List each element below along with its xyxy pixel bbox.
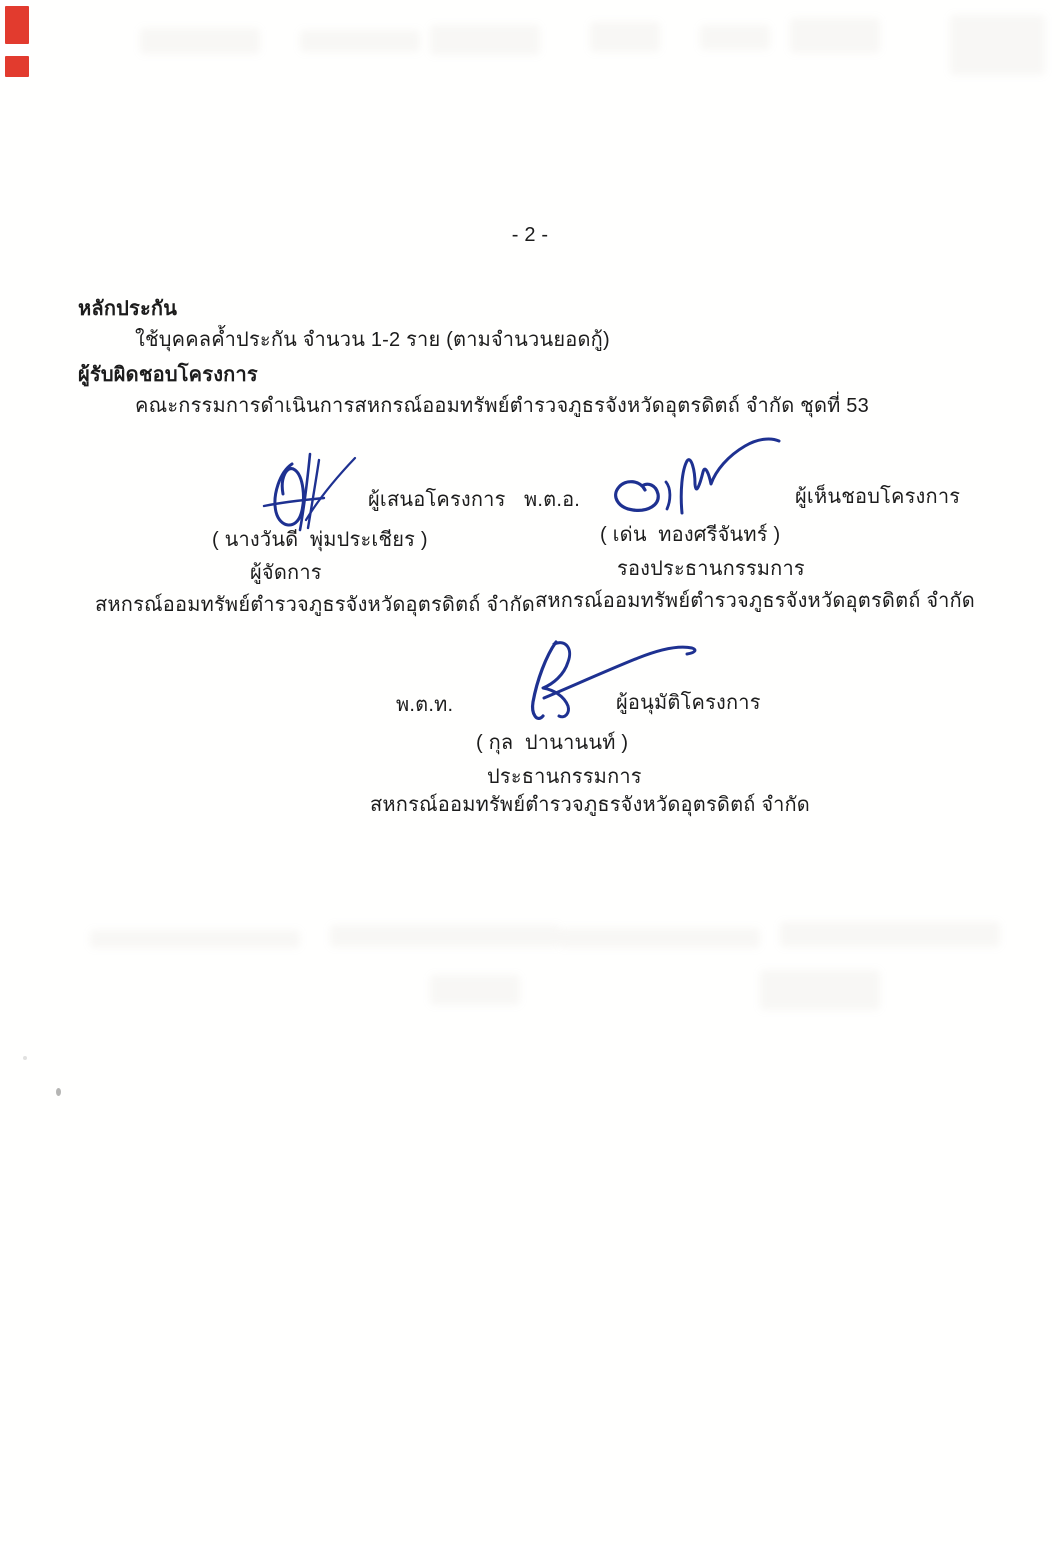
approver-label: ผู้เห็นชอบโครงการ: [795, 486, 961, 508]
scan-speck: [23, 1056, 27, 1060]
bleed-through-ghost: [560, 928, 760, 948]
bleed-through-ghost: [430, 975, 520, 1005]
section-body-collateral: ใช้บุคคลค้ำประกัน จำนวน 1-2 ราย (ตามจำนวนยอดกู้): [135, 329, 610, 351]
bleed-through-ghost: [330, 925, 560, 947]
bleed-through-ghost: [140, 28, 260, 54]
bleed-through-ghost: [760, 970, 880, 1010]
bleed-through-ghost: [590, 22, 660, 52]
approval-signer-name: ( กุล ปานานนท์ ): [476, 732, 629, 754]
bleed-through-ghost: [700, 25, 770, 50]
right-signer-name: ( เด่น ทองศรีจันทร์ ): [600, 524, 781, 546]
bleed-through-ghost: [790, 18, 880, 53]
right-signer-org: สหกรณ์ออมทรัพย์ตำรวจภูธรจังหวัดอุตรดิตถ์ จำกัด: [535, 590, 975, 612]
bleed-through-ghost: [90, 930, 300, 948]
scan-speck: [56, 1088, 61, 1096]
bleed-through-ghost: [780, 922, 1000, 947]
red-redaction-mark: [5, 56, 29, 77]
approval-label: ผู้อนุมัติโครงการ: [616, 692, 761, 714]
bleed-through-ghost: [430, 25, 540, 55]
red-redaction-mark: [5, 6, 29, 44]
section-heading-responsible: ผู้รับผิดชอบโครงการ: [78, 364, 258, 386]
section-heading-collateral: หลักประกัน: [78, 298, 178, 320]
signature-vice-chairman-ink: [598, 428, 783, 523]
proposer-label: ผู้เสนอโครงการ: [368, 489, 506, 511]
approval-rank-label: พ.ต.ท.: [396, 694, 454, 716]
approval-signer-title: ประธานกรรมการ: [487, 766, 642, 788]
right-signer-title: รองประธานกรรมการ: [617, 558, 805, 580]
bleed-through-ghost: [950, 15, 1045, 75]
left-signer-org: สหกรณ์ออมทรัพย์ตำรวจภูธรจังหวัดอุตรดิตถ์ จำกัด: [95, 594, 535, 616]
section-body-responsible: คณะกรรมการดำเนินการสหกรณ์ออมทรัพย์ตำรวจภูธรจังหวัดอุตรดิตถ์ จำกัด ชุดที่ 53: [135, 395, 869, 417]
left-signer-title: ผู้จัดการ: [250, 562, 322, 584]
page-number: - 2 -: [511, 224, 549, 246]
approval-signer-org: สหกรณ์ออมทรัพย์ตำรวจภูธรจังหวัดอุตรดิตถ์ จำกัด: [370, 794, 810, 816]
left-signer-name: ( นางวันดี พุ่มประเชียร ): [212, 529, 428, 551]
proposer-rank-label: พ.ต.อ.: [524, 489, 581, 511]
bleed-through-ghost: [300, 30, 420, 52]
